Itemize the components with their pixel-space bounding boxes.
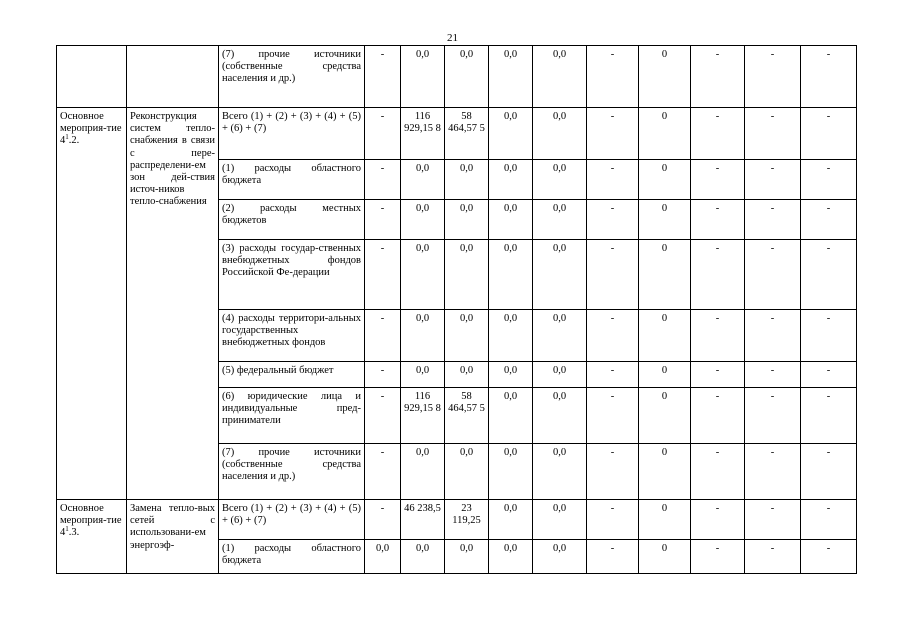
funding-source: (6) юридические лица и индивидуальные пред-приниматели bbox=[219, 388, 365, 444]
value-cell: 0,0 bbox=[401, 200, 445, 240]
value-cell: 0,0 bbox=[401, 240, 445, 310]
value-cell: - bbox=[365, 500, 401, 540]
funding-source: Всего (1) + (2) + (3) + (4) + (5) + (6) + (7) bbox=[219, 500, 365, 540]
value-cell: 0 bbox=[639, 160, 691, 200]
value-cell: - bbox=[587, 108, 639, 160]
value-cell: 0,0 bbox=[533, 108, 587, 160]
value-cell: 0,0 bbox=[533, 46, 587, 108]
value-cell: 0,0 bbox=[489, 200, 533, 240]
page-number: 21 bbox=[447, 32, 458, 44]
value-cell: 0,0 bbox=[533, 240, 587, 310]
measure-description bbox=[127, 46, 219, 108]
value-cell: - bbox=[587, 540, 639, 574]
table-row bbox=[57, 500, 857, 540]
value-cell: - bbox=[745, 240, 801, 310]
value-cell: - bbox=[745, 108, 801, 160]
value-cell: 0 bbox=[639, 200, 691, 240]
value-cell: - bbox=[365, 388, 401, 444]
measure-description: Замена тепло-вых сетей с использовани-ем энергоэф- bbox=[127, 500, 219, 574]
value-cell: - bbox=[691, 388, 745, 444]
value-cell: 0 bbox=[639, 240, 691, 310]
value-cell: 0 bbox=[639, 362, 691, 388]
value-cell: - bbox=[745, 540, 801, 574]
value-cell: - bbox=[365, 46, 401, 108]
value-cell: - bbox=[801, 362, 857, 388]
value-cell: 0,0 bbox=[445, 540, 489, 574]
value-cell: 0,0 bbox=[445, 46, 489, 108]
measure-name: Основное мероприя-тие 4 bbox=[60, 111, 122, 147]
value-cell: 0,0 bbox=[445, 200, 489, 240]
value-cell: - bbox=[745, 500, 801, 540]
value-cell: 0,0 bbox=[489, 444, 533, 500]
measure-superscript: 1 bbox=[65, 525, 69, 534]
value-cell: 0 bbox=[639, 388, 691, 444]
value-cell: - bbox=[587, 362, 639, 388]
value-cell: 0,0 bbox=[533, 362, 587, 388]
table-row bbox=[57, 108, 857, 160]
value-cell: - bbox=[587, 500, 639, 540]
value-cell: 0,0 bbox=[489, 240, 533, 310]
value-cell: 0,0 bbox=[533, 444, 587, 500]
value-cell: 0,0 bbox=[401, 540, 445, 574]
value-cell: - bbox=[587, 46, 639, 108]
funding-source: (1) расходы областного бюджета bbox=[219, 160, 365, 200]
value-cell: - bbox=[691, 46, 745, 108]
value-cell: 0,0 bbox=[401, 46, 445, 108]
value-cell: - bbox=[801, 310, 857, 362]
value-cell: 0 bbox=[639, 46, 691, 108]
value-cell: - bbox=[691, 160, 745, 200]
value-cell: 0,0 bbox=[533, 160, 587, 200]
value-cell: - bbox=[801, 46, 857, 108]
value-cell: - bbox=[365, 444, 401, 500]
value-cell: - bbox=[691, 500, 745, 540]
value-cell: 0,0 bbox=[401, 160, 445, 200]
value-cell: 0,0 bbox=[489, 108, 533, 160]
value-cell: 0,0 bbox=[365, 540, 401, 574]
funding-source: (5) федеральный бюджет bbox=[219, 362, 365, 388]
value-cell: - bbox=[365, 362, 401, 388]
value-cell: - bbox=[745, 388, 801, 444]
value-cell: 0,0 bbox=[489, 160, 533, 200]
value-cell: 0,0 bbox=[489, 46, 533, 108]
value-cell: 46 238,5 bbox=[401, 500, 445, 540]
value-cell: - bbox=[365, 200, 401, 240]
value-cell: - bbox=[801, 160, 857, 200]
value-cell: - bbox=[801, 200, 857, 240]
value-cell: 0 bbox=[639, 500, 691, 540]
value-cell: - bbox=[801, 388, 857, 444]
budget-table bbox=[56, 45, 857, 574]
value-cell: 0 bbox=[639, 310, 691, 362]
value-cell: - bbox=[801, 240, 857, 310]
value-cell: 0,0 bbox=[533, 200, 587, 240]
value-cell: - bbox=[691, 444, 745, 500]
value-cell: 0,0 bbox=[489, 362, 533, 388]
value-cell: 0,0 bbox=[489, 540, 533, 574]
value-cell: 0 bbox=[639, 108, 691, 160]
value-cell: 23 119,25 bbox=[445, 500, 489, 540]
measure-cell bbox=[57, 46, 127, 108]
measure-number-suffix: .3. bbox=[68, 527, 80, 539]
value-cell: 0,0 bbox=[489, 310, 533, 362]
value-cell: 0,0 bbox=[445, 240, 489, 310]
measure-cell bbox=[57, 108, 127, 500]
measure-superscript: 1 bbox=[65, 133, 69, 142]
value-cell: - bbox=[587, 310, 639, 362]
value-cell: 0 bbox=[639, 540, 691, 574]
value-cell: - bbox=[365, 310, 401, 362]
value-cell: - bbox=[365, 160, 401, 200]
value-cell: 0,0 bbox=[533, 540, 587, 574]
budget-table-body bbox=[57, 46, 857, 574]
value-cell: - bbox=[691, 540, 745, 574]
value-cell: 0,0 bbox=[533, 388, 587, 444]
funding-source: (4) расходы территори-альных государственных внебюджетных фондов bbox=[219, 310, 365, 362]
measure-description: Реконструкция систем тепло-снабжения в связи с пере-распределени-ем зон дей-ствия источ-ников тепло-снабжения bbox=[127, 108, 219, 500]
value-cell: - bbox=[745, 46, 801, 108]
value-cell: - bbox=[691, 108, 745, 160]
value-cell: - bbox=[801, 500, 857, 540]
value-cell: - bbox=[745, 444, 801, 500]
value-cell: 0,0 bbox=[445, 160, 489, 200]
value-cell: - bbox=[587, 200, 639, 240]
value-cell: 0,0 bbox=[445, 444, 489, 500]
value-cell: - bbox=[691, 200, 745, 240]
funding-source: (7) прочие источники (собственные средства населения и др.) bbox=[219, 46, 365, 108]
funding-source: (2) расходы местных бюджетов bbox=[219, 200, 365, 240]
value-cell: - bbox=[587, 388, 639, 444]
value-cell: 0,0 bbox=[445, 310, 489, 362]
value-cell: - bbox=[365, 108, 401, 160]
value-cell: 0,0 bbox=[533, 500, 587, 540]
value-cell: 58 464,57 5 bbox=[445, 108, 489, 160]
value-cell: - bbox=[691, 240, 745, 310]
value-cell: - bbox=[587, 240, 639, 310]
value-cell: 0,0 bbox=[489, 388, 533, 444]
value-cell: - bbox=[587, 444, 639, 500]
value-cell: 0,0 bbox=[401, 310, 445, 362]
value-cell: - bbox=[745, 200, 801, 240]
value-cell: - bbox=[691, 310, 745, 362]
value-cell: 116 929,15 8 bbox=[401, 388, 445, 444]
value-cell: 0,0 bbox=[489, 500, 533, 540]
funding-source: (7) прочие источники (собственные средства населения и др.) bbox=[219, 444, 365, 500]
value-cell: 0,0 bbox=[401, 444, 445, 500]
table-row bbox=[57, 46, 857, 108]
value-cell: 0,0 bbox=[401, 362, 445, 388]
value-cell: 0 bbox=[639, 444, 691, 500]
funding-source: (1) расходы областного бюджета bbox=[219, 540, 365, 574]
measure-number-suffix: .2. bbox=[68, 135, 80, 147]
value-cell: - bbox=[365, 240, 401, 310]
value-cell: - bbox=[745, 160, 801, 200]
value-cell: - bbox=[587, 160, 639, 200]
value-cell: 0,0 bbox=[533, 310, 587, 362]
value-cell: - bbox=[745, 310, 801, 362]
value-cell: 0,0 bbox=[445, 362, 489, 388]
value-cell: - bbox=[745, 362, 801, 388]
measure-cell bbox=[57, 500, 127, 574]
value-cell: - bbox=[691, 362, 745, 388]
value-cell: 116 929,15 8 bbox=[401, 108, 445, 160]
measure-name: Основное мероприя-тие 4 bbox=[60, 503, 122, 539]
funding-source: Всего (1) + (2) + (3) + (4) + (5) + (6) + (7) bbox=[219, 108, 365, 160]
value-cell: - bbox=[801, 108, 857, 160]
value-cell: 58 464,57 5 bbox=[445, 388, 489, 444]
funding-source: (3) расходы государ-ственных внебюджетных фондов Российской Фе-дерации bbox=[219, 240, 365, 310]
value-cell: - bbox=[801, 540, 857, 574]
value-cell: - bbox=[801, 444, 857, 500]
